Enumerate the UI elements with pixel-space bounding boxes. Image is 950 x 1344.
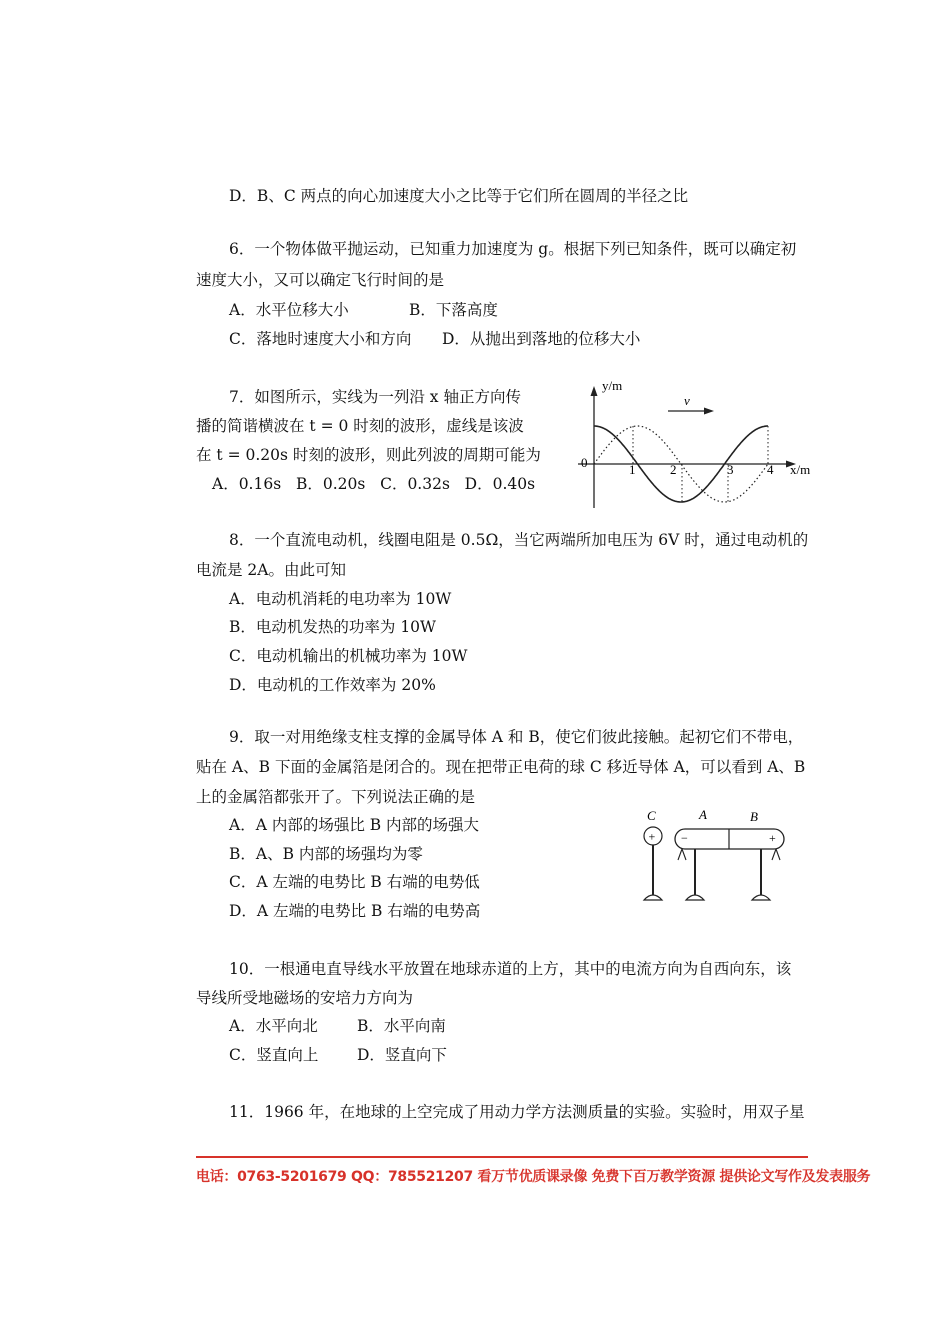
q7-stem-line2: 播的简谐横波在 t = 0 时刻的波形，虚线是该波	[196, 417, 524, 435]
q8-stem-line2: 电流是 2A。由此可知	[196, 561, 346, 579]
x-axis-label: x/m	[790, 462, 811, 477]
ball-c-plus: +	[648, 829, 656, 844]
q9-option-d: D．A 左端的电势比 B 右端的电势高	[229, 902, 481, 920]
stand-b-base	[752, 895, 770, 900]
q9-option-a: A．A 内部的场强比 B 内部的场强大	[229, 816, 480, 834]
q11-stem-line1: 11．1966 年，在地球的上空完成了用动力学方法测质量的实验。实验时，用双子星	[229, 1103, 805, 1121]
q6-option-d: D．从抛出到落地的位移大小	[442, 330, 641, 348]
origin-label: 0	[581, 455, 588, 470]
q10-option-c: C．竖直向上	[229, 1046, 319, 1064]
q6-stem-line1: 6．一个物体做平抛运动，已知重力加速度为 g。根据下列已知条件，既可以确定初	[229, 240, 797, 258]
q8-option-a: A．电动机消耗的电功率为 10W	[229, 590, 452, 608]
q8-option-d: D．电动机的工作效率为 20%	[229, 676, 436, 694]
q10-option-d: D．竖直向下	[357, 1046, 447, 1064]
y-axis-arrow	[591, 386, 598, 396]
label-a: A	[699, 807, 707, 822]
q8-option-c: C．电动机输出的机械功率为 10W	[229, 647, 468, 665]
q6-stem-line2: 速度大小，又可以确定飞行时间的是	[196, 271, 445, 289]
q6-option-a: A．水平位移大小	[229, 301, 349, 319]
q10-stem-line1: 10．一根通电直导线水平放置在地球赤道的上方，其中的电流方向为自西向东，该	[229, 960, 792, 978]
x-tick-label: 1	[629, 462, 636, 477]
footer-rule	[196, 1156, 808, 1158]
q6-option-b: B．下落高度	[409, 301, 498, 319]
x-tick-label: 3	[727, 462, 734, 477]
q9-stem-line3: 上的金属箔都张开了。下列说法正确的是	[196, 788, 476, 806]
foil-b	[772, 849, 780, 860]
x-tick-label: 2	[670, 462, 677, 477]
q5-option-d: D．B、C 两点的向心加速度大小之比等于它们所在圆周的半径之比	[229, 187, 689, 205]
label-c: C	[647, 808, 656, 823]
q9-conductor-figure	[636, 804, 796, 906]
velocity-arrowhead	[704, 408, 714, 415]
q9-option-c: C．A 左端的电势比 B 右端的电势低	[229, 873, 480, 891]
conductor-b-plus: +	[769, 831, 776, 845]
q10-option-b: B．水平向南	[357, 1017, 446, 1035]
footer-contact-banner: 电话：0763-5201679 QQ：785521207 看万节优质课录像 免费下百万教学资源 提供论文写作及发表服务	[196, 1169, 871, 1185]
x-tick-label: 4	[767, 462, 774, 477]
q6-option-c: C．落地时速度大小和方向	[229, 330, 412, 348]
q7-options: A．0.16s B．0.20s C．0.32s D．0.40s	[212, 475, 536, 493]
q9-option-b: B．A、B 内部的场强均为零	[229, 845, 423, 863]
q7-wave-figure	[576, 374, 816, 514]
q7-stem-line1: 7．如图所示，实线为一列沿 x 轴正方向传	[229, 388, 521, 406]
y-axis-label: y/m	[602, 378, 623, 393]
label-b: B	[750, 809, 758, 824]
ball-c-base	[644, 895, 662, 900]
q8-option-b: B．电动机发热的功率为 10W	[229, 618, 436, 636]
velocity-label: v	[684, 393, 690, 408]
foil-a	[678, 849, 686, 860]
q9-stem-line1: 9．取一对用绝缘支柱支撑的金属导体 A 和 B，使它们彼此接触。起初它们不带电，	[229, 728, 804, 746]
q10-stem-line2: 导线所受地磁场的安培力方向为	[196, 989, 414, 1007]
q8-stem-line1: 8．一个直流电动机，线圈电阻是 0.5Ω，当它两端所加电压为 6V 时，通过电动机的	[229, 531, 809, 549]
q10-option-a: A．水平向北	[229, 1017, 318, 1035]
stand-a-base	[686, 895, 704, 900]
conductor-a-minus: −	[681, 831, 688, 845]
q7-stem-line3: 在 t = 0.20s 时刻的波形，则此列波的周期可能为	[196, 446, 541, 464]
q9-stem-line2: 贴在 A、B 下面的金属箔是闭合的。现在把带正电荷的球 C 移近导体 A，可以看到 A、B	[196, 758, 806, 776]
